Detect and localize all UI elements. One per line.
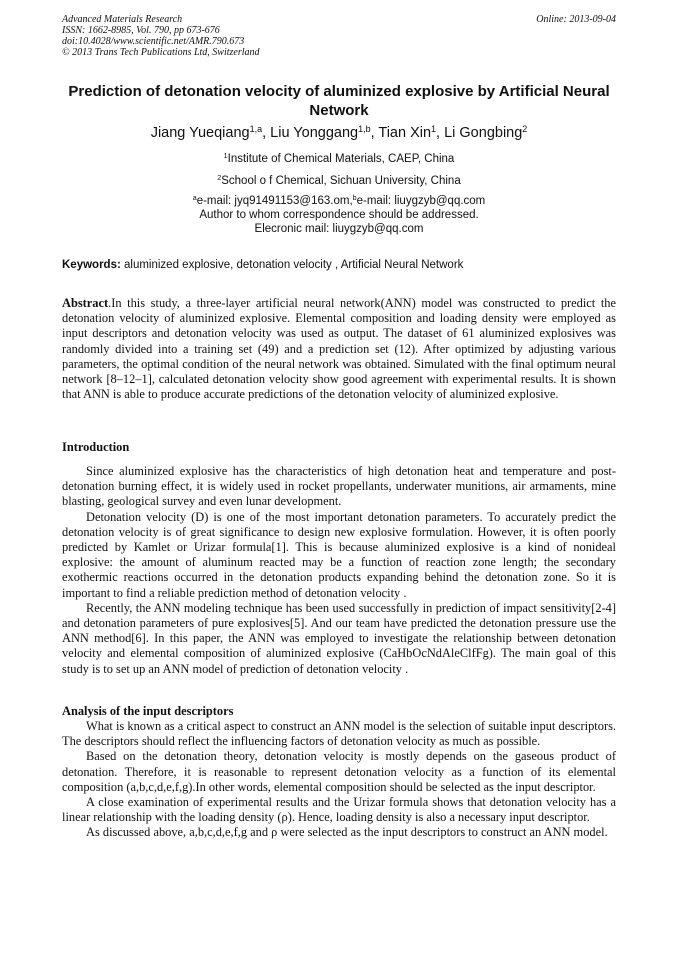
- paragraph: Since aluminized explosive has the characteristics of high detonation heat and temperature and post-detonation burning effect, it is widely used in rocket propellants, underwater munitions, air armaments, mine blasting, geological survey and even lunar development.: [62, 464, 616, 509]
- paragraph: What is known as a critical aspect to construct an ANN model is the selection of suitable input descriptors. The descriptors should reflect the influencing factors of detonation velocity as much as possible.: [62, 719, 616, 749]
- issn-line: ISSN: 1662-8985, Vol. 790, pp 673-676: [62, 25, 220, 36]
- author-affiliation-mark: 2: [522, 124, 528, 135]
- paragraph: Recently, the ANN modeling technique has been used successfully in prediction of impact sensitivity[2-4] and detonation parameters of pure explosives[5]. And our team have predicted the detonation pressure use the ANN method[6]. In this paper, the ANN was employed to investigate the relationship between detonation velocity and elemental composition of aluminized explosive (CaHbOcNdAleClfFg). The main goal of this study is to set up an ANN model of prediction of detonation velocity .: [62, 600, 616, 676]
- paragraph: Based on the detonation theory, detonation velocity is mostly depends on the gaseous product of detonation. Therefore, it is reasonable to represent detonation velocity as a function of its elemental composition (a,b,c,d,e,f,g).In other words, elemental composition should be selected as the input descriptor.: [62, 749, 616, 794]
- introduction-body: [62, 464, 616, 677]
- section-heading-introduction: Introduction: [62, 440, 130, 454]
- paragraph: As discussed above, a,b,c,d,e,f,g and ρ were selected as the input descriptors to construct an ANN model.: [86, 825, 608, 840]
- journal-header: [62, 14, 616, 58]
- affiliation-text: Institute of Chemical Materials, CAEP, China: [227, 153, 455, 165]
- electronic-mail: Elecronic mail: liuygzyb@qq.com: [254, 223, 424, 235]
- contact-block: [62, 194, 616, 236]
- section-heading-input-descriptors: Analysis of the input descriptors: [62, 704, 234, 718]
- abstract-text: .In this study, a three-layer artificial neural network(ANN) model was constructed to predict the detonation velocity of aluminized explosive. Elemental composition and loading density were employed as input descriptors and detonation velocity was used as output. The dataset of 61 aluminized explosives was randomly divided into a training set (49) and a prediction set (12). After optimized by adjusting various parameters, the optimal condition of the neural network was obtained. Simulated with the final optimum neural network [8–12–1], calculated detonation velocity show good agreement with experimental results. It is shown that ANN is able to produce accurate predictions of the detonation velocity of aluminized explosive.: [62, 296, 616, 402]
- abstract: [62, 296, 616, 402]
- email-a: e-mail: jyq91491153@163.om,: [196, 195, 353, 207]
- paragraph: A close examination of experimental results and the Urizar formula shows that detonation velocity has a linear relationship with the loading density (ρ). Hence, loading density is also a necessary input descriptor.: [62, 795, 616, 825]
- email-mark: a: [192, 194, 197, 203]
- journal-name: Advanced Materials Research: [62, 14, 183, 25]
- email-line: [62, 194, 616, 208]
- copyright-line: © 2013 Trans Tech Publications Ltd, Switzerland: [62, 47, 260, 58]
- affiliation-1: [62, 152, 616, 166]
- affiliation-2: [62, 174, 616, 188]
- paper-title: Prediction of detonation velocity of aluminized explosive by Artificial Neural Network: [68, 83, 610, 119]
- author-list: Jiang Yueqiang$^{1,a}$, Liu Yonggang$^{1,b}$, Tian Xin$^1$, Li Gongbing$^2$: [150, 124, 528, 141]
- doi-line: doi:10.4028/www.scientific.net/AMR.790.673: [62, 36, 245, 47]
- abstract-label: Abstract: [62, 296, 109, 310]
- correspondence-note: Author to whom correspondence should be addressed.: [199, 209, 479, 221]
- email-b: e-mail: liuygzyb@qq.com: [356, 195, 486, 207]
- input-descriptors-body: [62, 719, 616, 841]
- affiliation-text: School o f Chemical, Sichuan University, China: [221, 175, 461, 187]
- author-affiliation-mark: 1,a: [249, 124, 263, 135]
- affiliation-mark: 1: [223, 152, 228, 161]
- author-name: Li Gongbing: [444, 125, 523, 141]
- keywords-text: aluminized explosive, detonation velocity , Artificial Neural Network: [124, 259, 464, 271]
- author-name: Tian Xin: [378, 125, 432, 141]
- author-name: Liu Yonggang: [270, 125, 359, 141]
- author-affiliation-mark: 1,b: [358, 124, 371, 135]
- author-affiliation-mark: 1: [431, 124, 437, 135]
- email-mark: b: [352, 194, 357, 203]
- keywords-label: Keywords:: [62, 259, 121, 271]
- keywords: [62, 258, 616, 272]
- online-date: Online: 2013-09-04: [536, 14, 616, 25]
- paragraph: Detonation velocity (D) is one of the most important detonation parameters. To accurately predict the detonation velocity is of great significance to design new explosive formulation. However, it is often poorly predicted by Kamlet or Urizar formula[1]. This is because aluminized explosive is a kind of nonideal explosive: the amount of aluminum reacted may be a function of reaction zone length; the secondary exothermic reactions occurred in the detonation products expanding behind the detonation zone. So it is important to find a reliable prediction method of detonation velocity .: [62, 509, 616, 600]
- affiliation-mark: 2: [217, 174, 222, 183]
- author-name: Jiang Yueqiang: [150, 125, 250, 141]
